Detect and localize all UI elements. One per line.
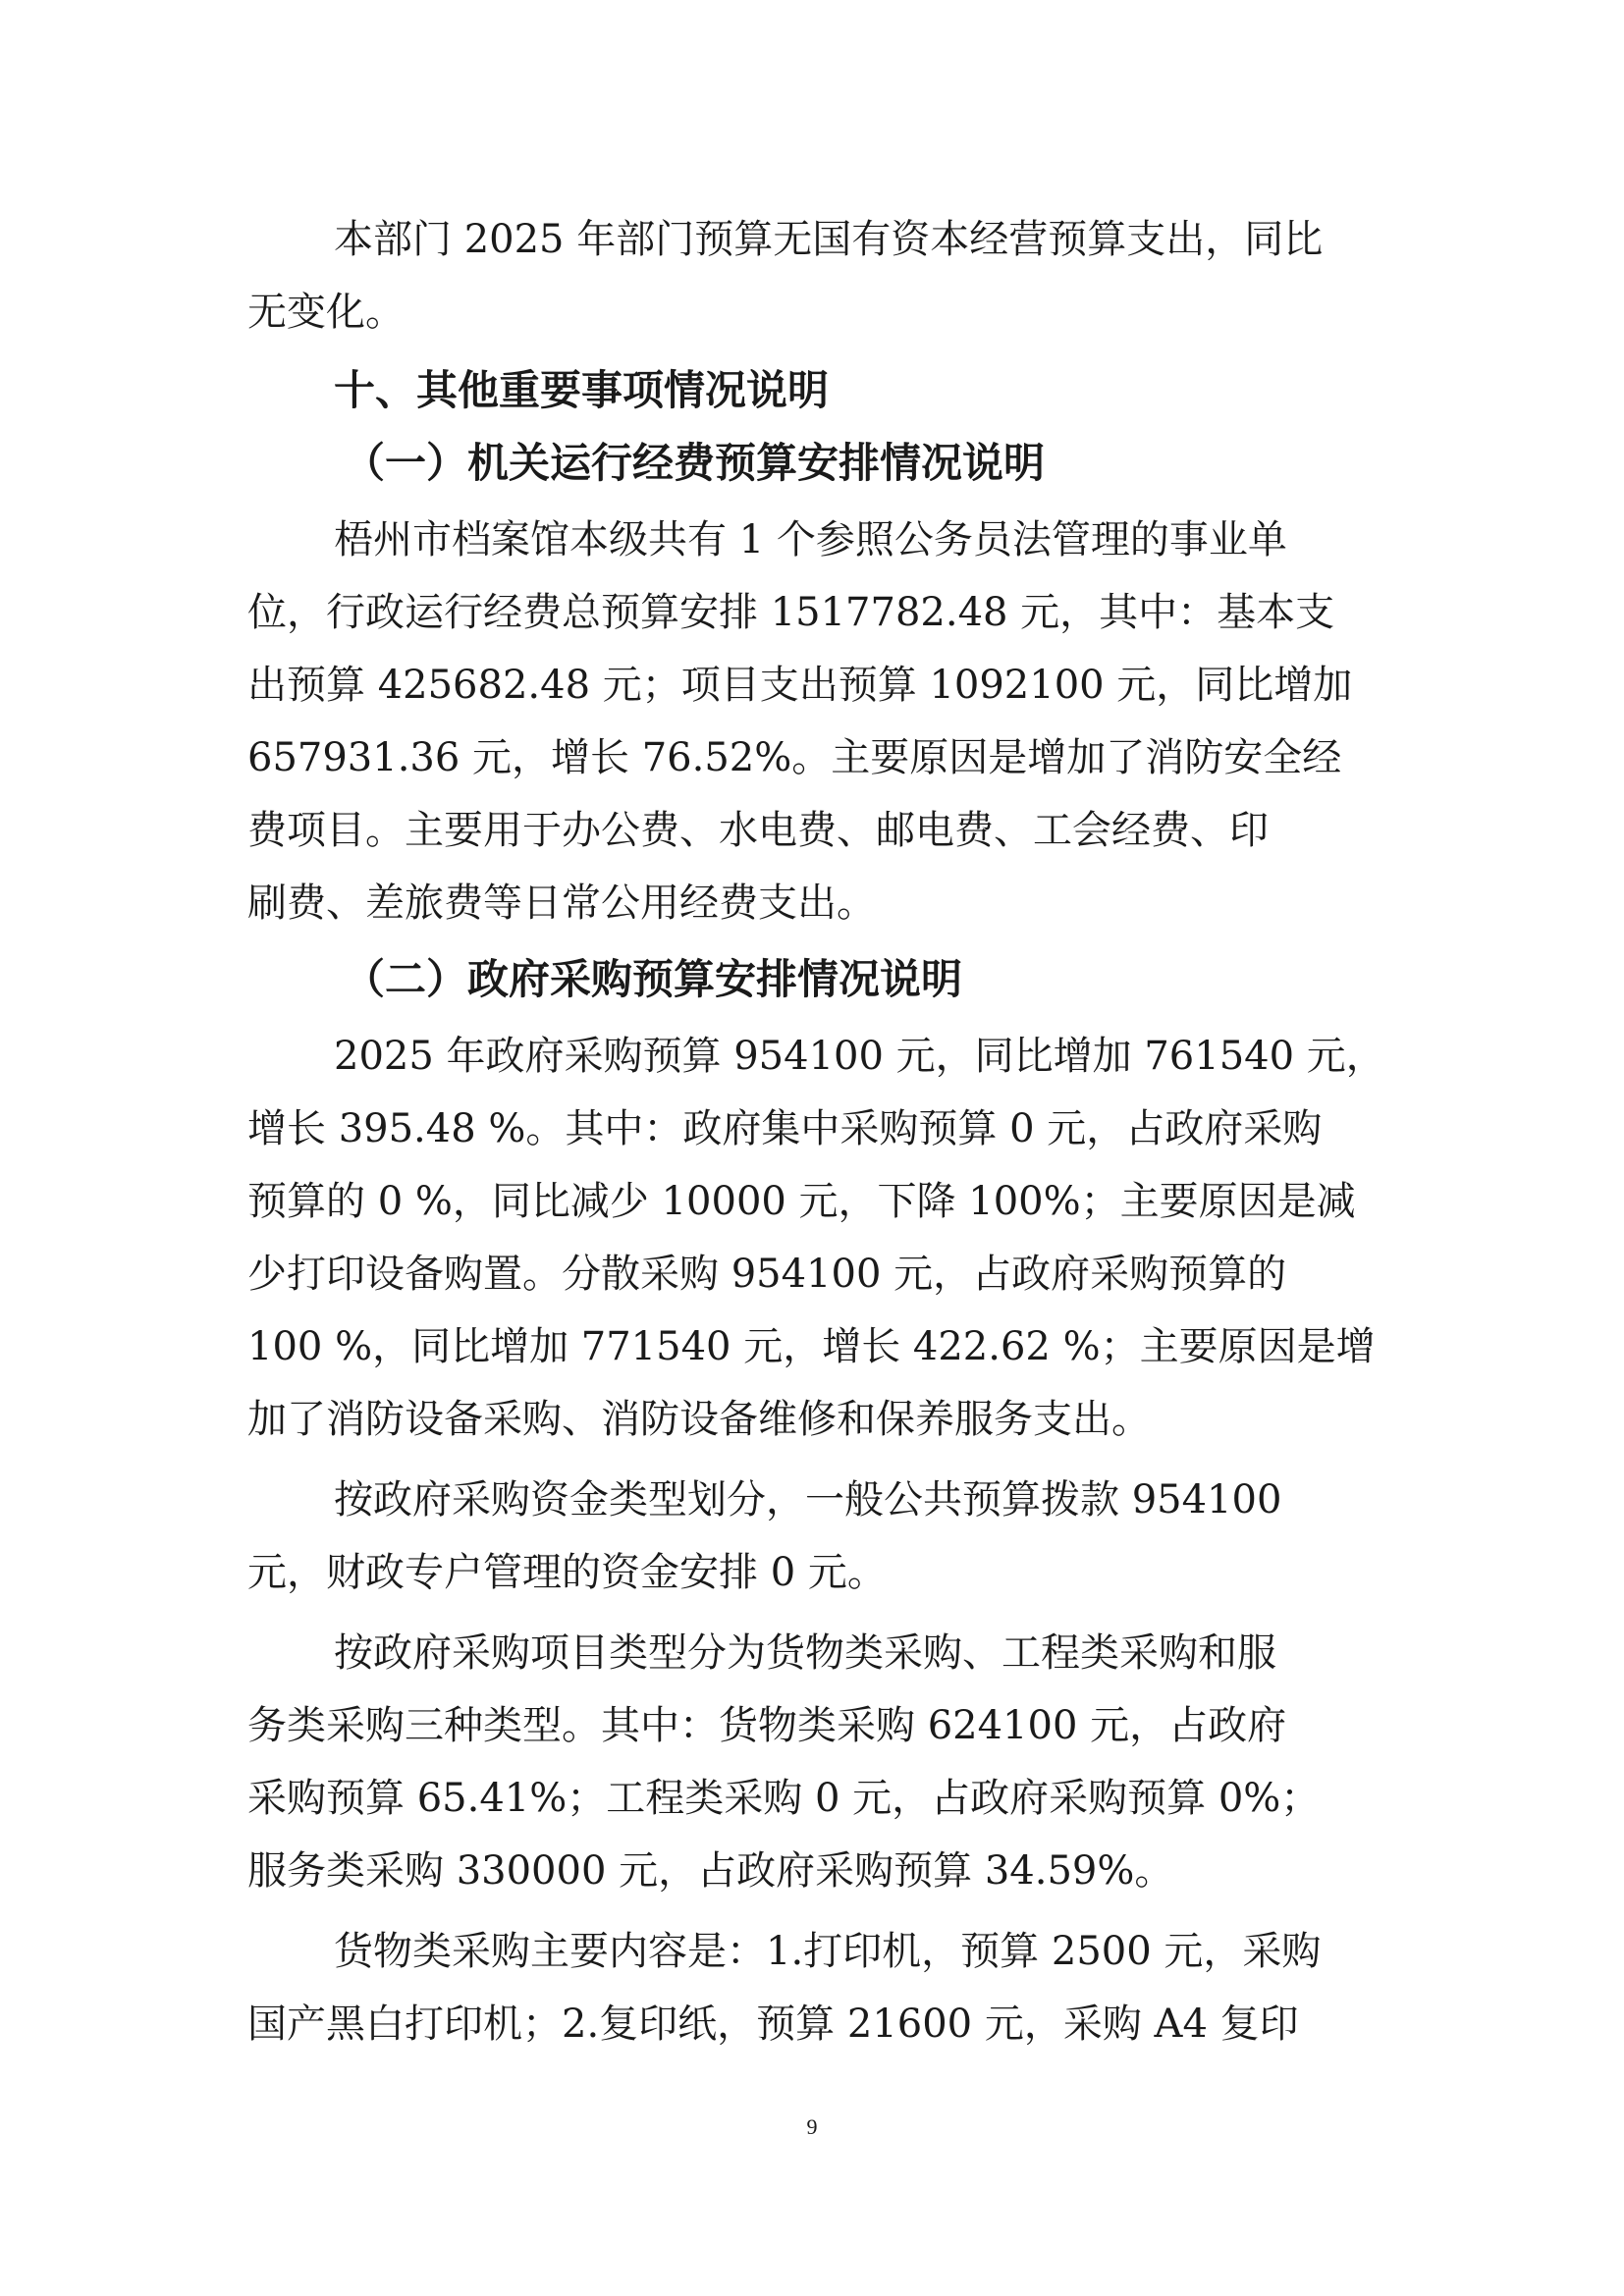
text-line: 100 %，同比增加 771540 元，增长 422.62 %；主要原因是增 [247, 1324, 1376, 1369]
text-line: 采购预算 65.41%；工程类采购 0 元，占政府采购预算 0%； [247, 1776, 1321, 1821]
text-line: 按政府采购资金类型划分，一般公共预算拨款 954100 [334, 1477, 1282, 1522]
text-line: 梧州市档案馆本级共有 1 个参照公务员法管理的事业单 [334, 517, 1287, 562]
text-line: 元，财政专户管理的资金安排 0 元。 [247, 1550, 887, 1595]
text-line: 加了消防设备采购、消防设备维修和保养服务支出。 [247, 1397, 1151, 1442]
text-line: 国产黑白打印机；2.复印纸，预算 21600 元，采购 A4 复印 [247, 2002, 1299, 2047]
text-line: 本部门 2025 年部门预算无国有资本经营预算支出，同比 [334, 217, 1324, 262]
text-line: 位，行政运行经费总预算安排 1517782.48 元，其中：基本支 [247, 590, 1335, 635]
text-line: 预算的 0 %，同比减少 10000 元，下降 100%；主要原因是减 [247, 1179, 1356, 1224]
section-heading: 十、其他重要事项情况说明 [334, 366, 830, 414]
subsection-heading: （一）机关运行经费预算安排情况说明 [344, 439, 1046, 487]
text-line: 刷费、差旅费等日常公用经费支出。 [247, 881, 876, 926]
text-line: 少打印设备购置。分散采购 954100 元，占政府采购预算的 [247, 1252, 1287, 1297]
text-line: 无变化。 [247, 290, 405, 335]
text-line: 务类采购三种类型。其中：货物类采购 624100 元，占政府 [247, 1703, 1287, 1748]
page-number: 9 [806, 2114, 818, 2139]
text-line: 费项目。主要用于办公费、水电费、邮电费、工会经费、印 [247, 808, 1269, 853]
text-line: 服务类采购 330000 元，占政府采购预算 34.59%。 [247, 1848, 1174, 1894]
text-line: 出预算 425682.48 元；项目支出预算 1092100 元，同比增加 [247, 663, 1353, 708]
text-line: 增长 395.48 %。其中：政府集中采购预算 0 元，占政府采购 [247, 1106, 1323, 1151]
text-line: 2025 年政府采购预算 954100 元，同比增加 761540 元， [334, 1034, 1385, 1079]
subsection-heading: （二）政府采购预算安排情况说明 [344, 955, 963, 1003]
text-line: 货物类采购主要内容是：1.打印机，预算 2500 元，采购 [334, 1929, 1322, 1974]
text-line: 按政府采购项目类型分为货物类采购、工程类采购和服 [334, 1630, 1276, 1676]
text-line: 657931.36 元，增长 76.52%。主要原因是增加了消防安全经 [247, 735, 1342, 780]
